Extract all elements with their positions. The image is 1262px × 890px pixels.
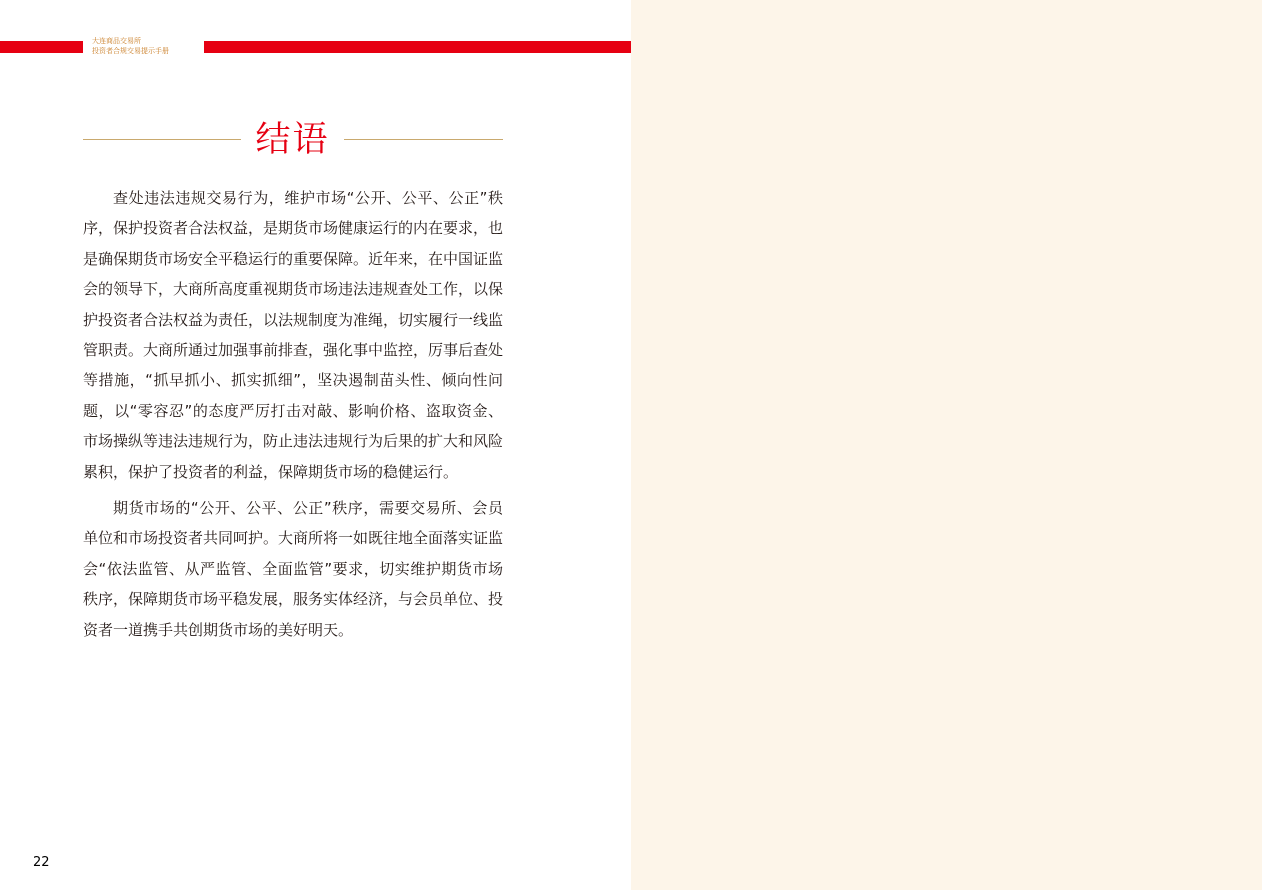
header-line-1: 大连商品交易所 (92, 37, 141, 45)
section-title: 结语 (255, 120, 330, 160)
paragraph-2: 期货市场的“公开、公平、公正”秩序，需要交易所、会员单位和市场投资者共同呵护。大商所将一如既往地全面落实证监会“依法监管、从严监管、全面监管”要求，切实维护期货市场秩序，保障期货市场平稳发展，服务实体经济，与会员单位、投资者一道携手共创期货市场的美好明天。 (83, 499, 504, 639)
title-rule-right (344, 139, 503, 140)
header-line-2: 投资者合规交易提示手册 (92, 47, 169, 55)
right-page-blank (631, 0, 1262, 890)
paragraph-1: 查处违法违规交易行为，维护市场“公开、公平、公正”秩序，保护投资者合法权益，是期货市场健康运行的内在要求，也是确保期货市场安全平稳运行的重要保障。近年来，在中国证监会的领导下，大商所高度重视期货市场违法违规查处工作，以保护投资者合法权益为责任，以法规制度为准绳，切实履行一线监管职责。大商所通过加强事前排查，强化事中监控，厉事后查处等措施，“抓早抓小、抓实抓细”，坚决遏制苗头性、倾向性问题，以“零容忍”的态度严厉打击对敲、影响价格、盗取资金、市场操纵等违法违规行为，防止违法违规行为后果的扩大和风险累积，保护了投资者的利益，保障期货市场的稳健运行。 (83, 189, 504, 481)
title-rule-left (83, 139, 241, 140)
page-number: 22 (33, 855, 50, 870)
header-red-bar-right (204, 41, 631, 53)
header-brand (92, 36, 169, 56)
body-text (83, 183, 503, 651)
section-title-row (83, 114, 503, 166)
header-red-bar-left (0, 41, 83, 53)
